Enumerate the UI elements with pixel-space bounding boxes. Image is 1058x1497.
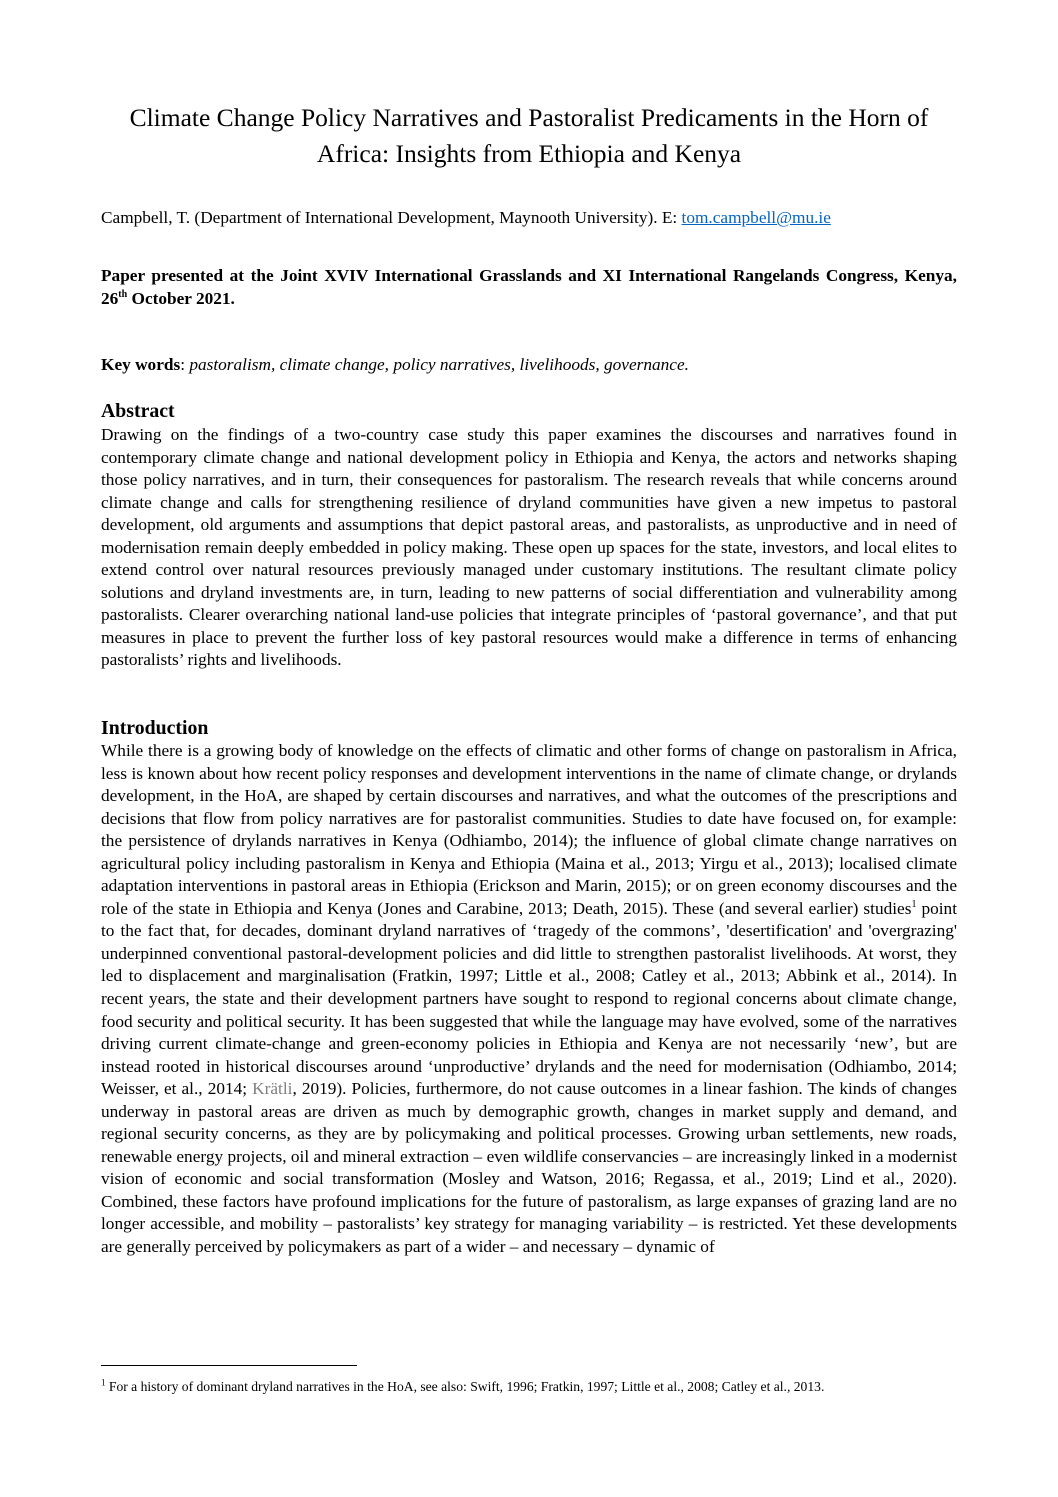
keywords-label: Key words [101, 355, 181, 374]
presentation-note-date: October 2021. [127, 288, 235, 308]
footnote-reference[interactable]: 1 [911, 899, 917, 911]
footnote-separator [101, 1365, 357, 1366]
footnote [101, 1378, 957, 1396]
introduction-grey-citation: Krätli [252, 1079, 293, 1099]
ordinal-suffix: th [118, 288, 128, 300]
abstract-heading: Abstract [101, 400, 175, 422]
author-line [101, 207, 957, 230]
author-email-link[interactable]: tom.campbell@mu.ie [681, 208, 831, 227]
footnote-text: For a history of dominant dryland narratives in the HoA, see also: Swift, 1996; Fratkin, 1997; Little et al., 2008; Catley et al., 2013. [105, 1379, 825, 1394]
presentation-note [101, 265, 957, 310]
introduction-text [101, 740, 957, 1259]
keywords-colon: : [180, 355, 190, 374]
introduction-heading: Introduction [101, 717, 209, 739]
introduction-text-part1: While there is a growing body of knowledge on the effects of climatic and other forms of change on pastoralism in Africa, less is known about how recent policy responses and development interventions in the name of climate change, or drylands development, in the HoA, are shaped by certain discourses and narratives, and what the outcomes of the prescriptions and decisions that flow from policy narratives are for pastoralist communities. Studies to date have focused on, for example: the persistence of drylands narratives in Kenya (Odhiambo, 2014); the influence of global climate change narratives on agricultural policy including pastoralism in Kenya and Ethiopia (Maina et al., 2013; Yirgu et al., 2013); localised climate adaptation interventions in pastoral areas in Ethiopia (Erickson and Marin, 2015); or on green economy discourses and the role of the state in Ethiopia and Kenya (Jones and Carabine, 2013; Death, 2015). These (and several earlier) studies [101, 741, 957, 918]
footnote-number: 1 [101, 1377, 106, 1388]
presentation-note-text: Paper presented at the Joint XVIV International Grasslands and XI International Rangelands Congress, Kenya, 26 [101, 266, 957, 308]
keywords [101, 354, 957, 377]
introduction-text-part3: , 2019). Policies, furthermore, do not cause outcomes in a linear fashion. The kinds of changes underway in pastoral areas are driven as much by demographic growth, changes in market supply and demand, and regional security concerns, as they are by policymaking and political processes. Growing urban settlements, new roads, renewable energy projects, oil and mineral extraction – even wildlife conservancies – are increasingly linked in a modernist vision of economic and social transformation (Mosley and Watson, 2016; Regassa, et al., 2019; Lind et al., 2020). Combined, these factors have profound implications for the future of pastoralism, as large expanses of grazing land are no longer accessible, and mobility – pastoralists’ key strategy for managing variability – is restricted. Yet these developments are generally perceived by policymakers as part of a wider – and necessary – dynamic of [101, 1079, 957, 1257]
keywords-terms: pastoralism, climate change, policy narratives, livelihoods, governance. [189, 355, 689, 374]
abstract-text: Drawing on the findings of a two-country case study this paper examines the discourses and narratives found in contemporary climate change and national development policy in Ethiopia and Kenya, the actors and networks shaping those policy narratives, and in turn, their consequences for pastoralism. The research reveals that while concerns around climate change and calls for strengthening resilience of dryland communities have given a new impetus to pastoral development, old arguments and assumptions that depict pastoral areas, and pastoralists, as unproductive and in need of modernisation remain deeply embedded in policy making. These open up spaces for the state, investors, and local elites to extend control over natural resources previously managed under customary institutions. The resultant climate policy solutions and dryland investments are, in turn, leading to new patterns of social differentiation and vulnerability among pastoralists. Clearer overarching national land-use policies that integrate principles of ‘pastoral governance’, and that put measures in place to prevent the further loss of key pastoral resources would make a difference in terms of enhancing pastoralists’ rights and livelihoods. [101, 425, 957, 670]
introduction-text-part2: point to the fact that, for decades, dominant dryland narratives of ‘tragedy of the commons’, 'desertification' and 'overgrazing' underpinned conventional pastoral-development policies and did little to strengthen pastoralist livelihoods. At worst, they led to displacement and marginalisation (Fratkin, 1997; Little et al., 2008; Catley et al., 2013; Abbink et al., 2014). In recent years, the state and their development partners have sought to respond to regional concerns about climate change, food security and political security. It has been suggested that while the language may have evolved, some of the narratives driving current climate-change and green-economy policies in Ethiopia and Kenya are not necessarily ‘new’, but are instead rooted in historical discourses around ‘unproductive’ drylands and the need for modernisation (Odhiambo, 2014; Weisser, et al., 2014; [101, 898, 957, 1099]
author-affiliation: Campbell, T. (Department of International Development, Maynooth University). E: [101, 208, 682, 227]
paper-title: Climate Change Policy Narratives and Pastoralist Predicaments in the Horn of Africa: Insights from Ethiopia and Kenya [129, 103, 929, 168]
